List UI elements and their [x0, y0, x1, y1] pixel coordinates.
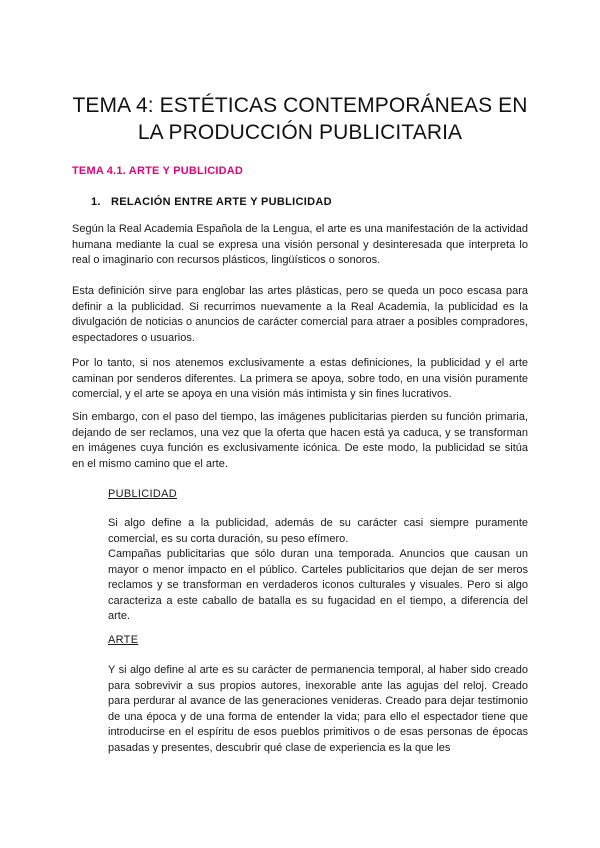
publicidad-paragraph-2: Campañas publicitarias que sólo duran una temporada. Anuncios que causan un mayor o menor impacto en el público. Carteles publicitarios que dejan de ser meros reclamos y se transforman en verdaderos iconos culturales y visuales. Pero si algo caracteriza a este caballo de batalla es su fugacidad en el tiempo, a diferencia del arte.: [108, 548, 528, 623]
title-line-2: LA PRODUCCIÓN PUBLICITARIA: [137, 121, 463, 144]
section-heading: [91, 196, 332, 208]
subtema-heading: TEMA 4.1. ARTE Y PUBLICIDAD: [72, 165, 244, 177]
title-line-1: TEMA 4: ESTÉTICAS CONTEMPORÁNEAS EN: [72, 94, 528, 117]
section-number: 1.: [91, 196, 101, 208]
paragraph-2: Esta definición sirve para englobar las artes plásticas, pero se queda un poco escasa para definir a la publicidad. Si recurrimos nuevamente a la Real Academia, la publicidad es la divulgación de noticias o anuncios de carácter comercial para atraer a posibles compradores, espectadores o usuarios.: [72, 285, 528, 344]
publicidad-paragraph-1: Si algo define a la publicidad, además de su carácter casi siempre puramente comercial, es su corta duración, su peso efímero.: [108, 517, 528, 545]
paragraph-4: Sin embargo, con el paso del tiempo, las imágenes publicitarias pierden su función primaria, dejando de ser reclamos, una vez que la oferta que hacen está ya caduca, y se transforman en imágenes cuya función es exclusivamente icónica. De este modo, la publicidad se sitúa en el mismo camino que el arte.: [72, 411, 528, 470]
paragraph-3: Por lo tanto, si nos atenemos exclusivamente a estas definiciones, la publicidad y el arte caminan por senderos diferentes. La primera se apoya, sobre todo, en una visión puramente comercial, y el arte se apoya en una visión más intimista y sin fines lucrativos.: [72, 357, 528, 401]
section-title: RELACIÓN ENTRE ARTE Y PUBLICIDAD: [111, 196, 332, 208]
arte-label: ARTE: [108, 634, 139, 646]
publicidad-label: PUBLICIDAD: [108, 488, 178, 500]
arte-paragraph-1: Y si algo define al arte es su carácter de permanencia temporal, al haber sido creado para sobrevivir a sus propios autores, inexorable ante las agujas del reloj. Creado para perdurar al avance de las generaciones venideras. Creado para dejar testimonio de una época y de una forma de entender la vida; para ello el espectador tiene que introducirse en el espíritu de esos pueblos primitivos o de esas personas de épocas pasadas y presentes, descubrir qué clase de experiencia es la que les: [108, 664, 528, 754]
page-title: [60, 92, 540, 146]
paragraph-1: Según la Real Academia Española de la Lengua, el arte es una manifestación de la actividad humana mediante la cual se expresa una visión personal y desinteresada que interpreta lo real o imaginario con recursos plásticos, lingüísticos o sonoros.: [72, 223, 528, 267]
